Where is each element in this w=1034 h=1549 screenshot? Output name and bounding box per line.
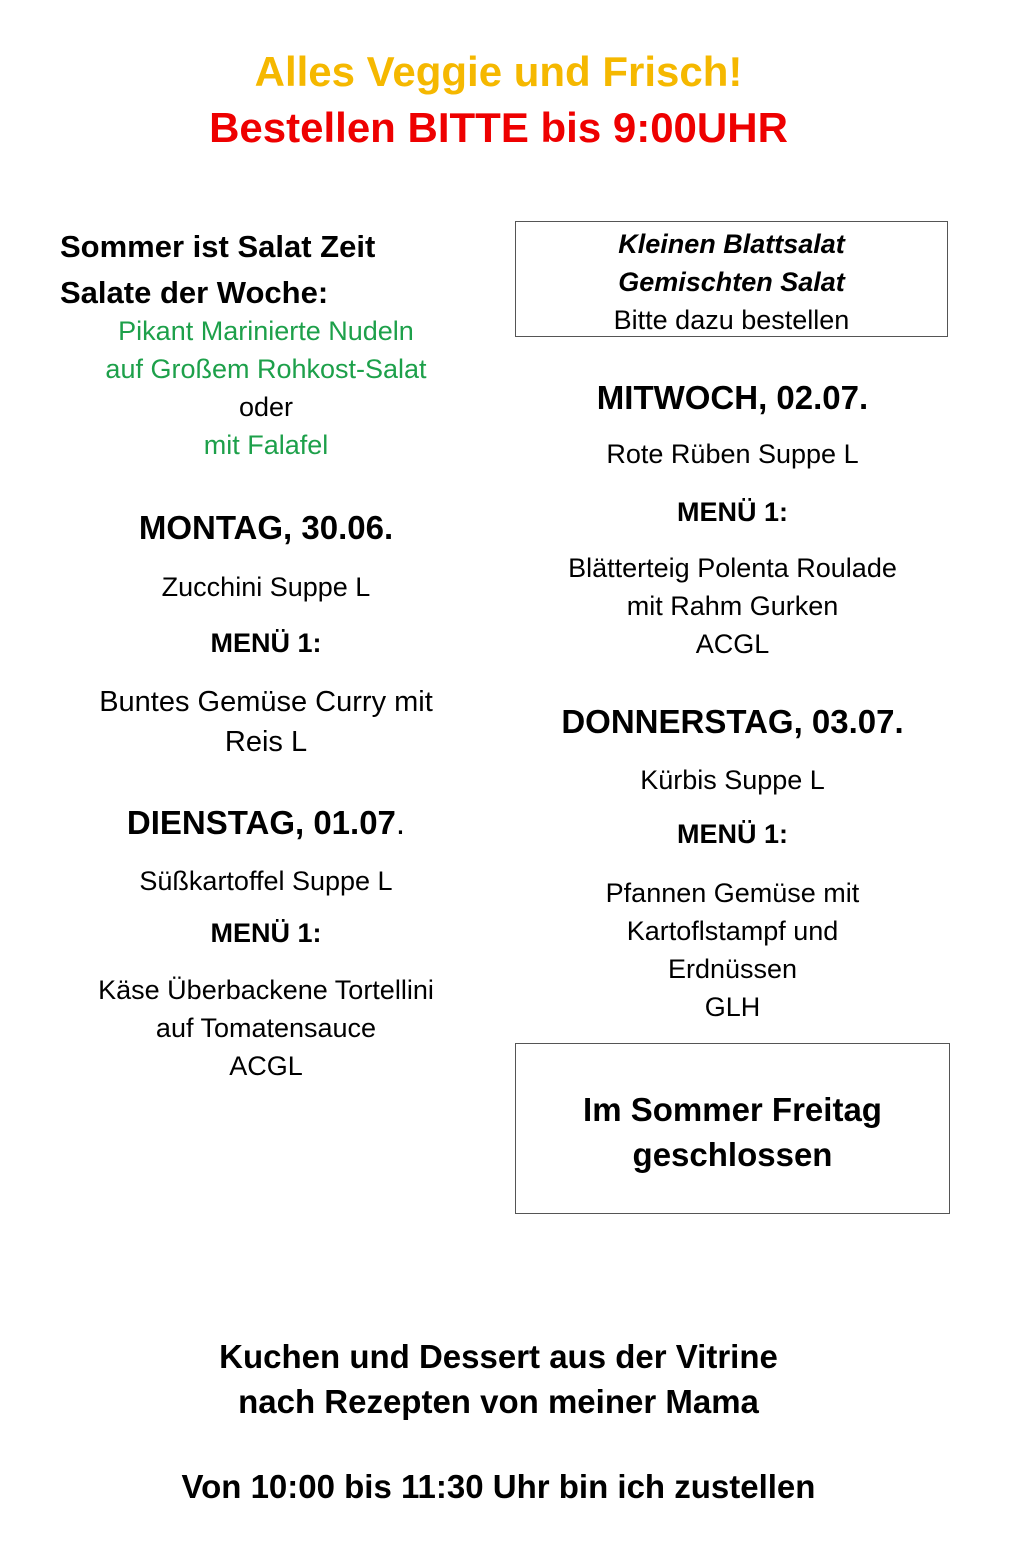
side-salad-line1: Kleinen Blattsalat [618,229,845,259]
dish-tuesday-line2: auf Tomatensauce [155,1013,377,1043]
dish-wednesday-line2: mit Rahm Gurken [626,591,839,621]
salad-heading [60,224,480,316]
dish-wednesday [515,549,950,663]
day-heading-monday: MONTAG, 30.06. [138,509,394,546]
side-salad-note: Bitte dazu bestellen [613,305,850,335]
salad-item-2: mit Falafel [203,430,329,460]
menu-label-monday: MENÜ 1: [210,628,322,658]
soup-monday: Zucchini Suppe L [161,572,371,602]
soup-thursday: Kürbis Suppe L [640,765,825,795]
menu-label-wednesday: MENÜ 1: [676,497,788,527]
allergens-thursday: GLH [704,992,761,1022]
dish-tuesday [48,971,484,1085]
salad-heading-line1: Sommer ist Salat Zeit [60,229,376,264]
dish-monday-line1: Buntes Gemüse Curry mit [99,686,433,718]
dessert-note-line2: nach Rezepten von meiner Mama [238,1383,759,1420]
day-heading-tuesday [48,804,484,842]
friday-closed-box [515,1043,950,1214]
dish-thursday [515,874,950,1026]
friday-closed-line1: Im Sommer Freitag [583,1091,882,1128]
dish-monday-line2: Reis L [224,726,308,758]
salad-separator: oder [238,392,294,422]
dessert-note-line1: Kuchen und Dessert aus der Vitrine [219,1338,778,1375]
dessert-note [0,1334,997,1424]
side-salad-line2: Gemischten Salat [618,267,845,297]
soup-tuesday: Süßkartoffel Suppe L [139,866,393,896]
page-title: Alles Veggie und Frisch! [254,48,743,95]
delivery-hours: Von 10:00 bis 11:30 Uhr bin ich zustellen [181,1468,816,1505]
dish-thursday-line1: Pfannen Gemüse mit [605,878,860,908]
day-heading-tuesday-suffix: . [395,804,406,841]
order-deadline-notice: Bestellen BITTE bis 9:00UHR [209,104,788,151]
salad-item-1-line2: auf Großem Rohkost-Salat [105,354,427,384]
salad-list [60,312,472,464]
dish-monday [48,682,484,762]
side-salad-box [515,221,948,337]
friday-closed-line2: geschlossen [632,1136,833,1173]
dish-thursday-line3: Erdnüssen [667,954,798,984]
allergens-tuesday: ACGL [229,1051,303,1081]
menu-label-thursday: MENÜ 1: [676,819,788,849]
salad-heading-line2: Salate der Woche: [60,275,329,310]
allergens-wednesday: ACGL [695,629,770,659]
day-heading-tuesday-text: DIENSTAG, 01.07 [126,804,396,841]
dish-wednesday-line1: Blätterteig Polenta Roulade [568,553,897,583]
salad-item-1-line1: Pikant Marinierte Nudeln [118,316,414,346]
day-heading-wednesday: MITWOCH, 02.07. [596,379,869,416]
dish-thursday-line2: Kartoflstampf und [626,916,839,946]
menu-label-tuesday: MENÜ 1: [210,918,322,948]
day-heading-thursday: DONNERSTAG, 03.07. [561,703,904,740]
soup-wednesday: Rote Rüben Suppe L [606,439,859,469]
dish-tuesday-line1: Käse Überbackene Tortellini [98,975,434,1005]
